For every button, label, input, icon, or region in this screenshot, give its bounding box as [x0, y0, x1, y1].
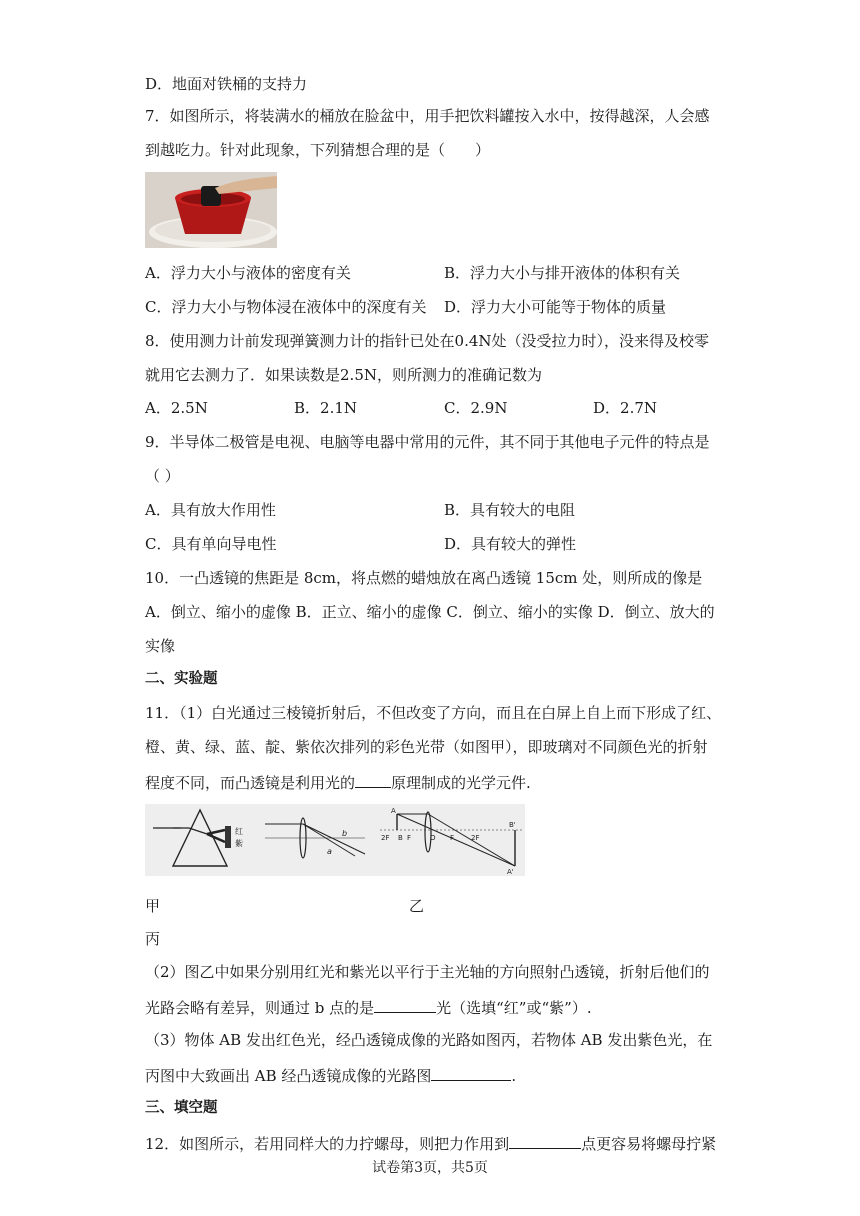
label-B-left: B [398, 834, 403, 842]
q11-part3-line1: （3）物体 AB 发出红色光，经凸透镜成像的光路如图丙，若物体 AB 发出紫色光，在 [145, 1031, 713, 1049]
q7-option-a: A．浮力大小与液体的密度有关 [145, 264, 351, 282]
q9-option-b: B．具有较大的电阻 [444, 501, 576, 519]
q9-option-c: C．具有单向导电性 [145, 535, 277, 553]
q7-stem-line2: 到越吃力。针对此现象，下列猜想合理的是（ ） [145, 141, 491, 159]
screen-label-purple: 紫 [235, 839, 243, 848]
q11-part1-line2: 橙、黄、绿、蓝、靛、紫依次排列的彩色光带（如图甲），即玻璃对不同颜色光的折射 [145, 738, 708, 756]
answer-blank-q11-1[interactable] [355, 771, 391, 788]
q10-options: A．倒立、缩小的虚像 B．正立、缩小的虚像 C．倒立、缩小的实像 D．倒立、放大的 [145, 603, 715, 621]
q12-stem-end: 点更容易将螺母拧紧 [581, 1135, 717, 1153]
q8-stem-line2: 就用它去测力了．如果读数是2.5N，则所测力的准确记数为 [145, 366, 542, 384]
q11-part3-line2 [145, 1064, 516, 1086]
answer-blank-q12[interactable] [509, 1132, 581, 1149]
q11-part1-line3-start: 程度不同，而凸透镜是利用光的 [145, 774, 356, 792]
q12-stem [145, 1132, 716, 1154]
q11-part3-line2-end: . [511, 1067, 517, 1085]
q8-option-d: D．2.7N [593, 399, 658, 417]
q11-part1-line3 [145, 771, 531, 793]
screen-label-red: 红 [235, 827, 243, 836]
fig-label-yi: 乙 [409, 897, 425, 915]
q12-stem-start: 12．如图所示，若用同样大的力拧螺母，则把力作用到 [145, 1135, 510, 1153]
section-heading-fill-in: 三、填空题 [145, 1100, 218, 1116]
fig-label-bing: 丙 [145, 930, 161, 948]
q11-part3-line2-start: 丙图中大致画出 AB 经凸透镜成像的光路图 [145, 1067, 432, 1085]
q7-stem-line1: 7．如图所示，将装满水的桶放在脸盆中，用手把饮料罐按入水中，按得越深，人会感 [145, 107, 710, 125]
q9-option-a: A．具有放大作用性 [145, 501, 276, 519]
q8-option-a: A．2.5N [145, 399, 208, 417]
label-B-image: B' [509, 821, 516, 829]
label-A-image: A' [507, 868, 514, 876]
q11-part2-line2 [145, 996, 592, 1018]
q8-option-c: C．2.9N [444, 399, 508, 417]
q11-part1-line1: 11．（1）白光通过三棱镜折射后，不但改变了方向，而且在白屏上自上而下形成了红、 [145, 704, 722, 722]
q11-part2-line2-end: 光（选填“红”或“紫”）. [436, 999, 592, 1017]
q8-option-b: B．2.1N [294, 399, 358, 417]
point-a-label: a [327, 847, 332, 856]
q9-stem-line2: （ ） [145, 467, 180, 485]
label-F-left: F [407, 834, 412, 842]
answer-blank-q11-3[interactable] [431, 1064, 511, 1081]
q9-stem-line1: 9．半导体二极管是电视、电脑等电器中常用的元件，其不同于其他电子元件的特点是 [145, 433, 710, 451]
q7-option-b: B．浮力大小与排开液体的体积有关 [444, 264, 681, 282]
q10-stem: 10．一凸透镜的焦距是 8cm，将点燃的蜡烛放在离凸透镜 15cm 处，则所成的像是 [145, 569, 703, 587]
q10-options-cont: 实像 [145, 637, 176, 655]
label-O: O [430, 834, 436, 842]
label-2F-left: 2F [381, 834, 390, 842]
point-b-label: b [342, 829, 348, 838]
q7-option-d: D．浮力大小可能等于物体的质量 [444, 298, 667, 316]
q6-option-d: D．地面对铁桶的支持力 [145, 75, 308, 93]
q11-part2-line2-start: 光路会略有差异，则通过 b 点的是 [145, 999, 375, 1017]
label-A: A [391, 807, 396, 815]
q9-option-d: D．具有较大的弹性 [444, 535, 577, 553]
q7-option-c: C．浮力大小与物体浸在液体中的深度有关 [145, 298, 427, 316]
label-2F-right: 2F [471, 834, 480, 842]
page-footer: 试卷第3页，共5页 [372, 1160, 488, 1176]
q8-stem-line1: 8．使用测力计前发现弹簧测力计的指针已处在0.4N处（没受拉力时），没来得及校零 [145, 332, 710, 350]
q11-part1-line3-end: 原理制成的光学元件. [391, 774, 531, 792]
q11-part2-line1: （2）图乙中如果分别用红光和紫光以平行于主光轴的方向照射凸透镜，折射后他们的 [145, 963, 710, 981]
q7-photo-bucket-in-basin [145, 172, 277, 248]
answer-blank-q11-2[interactable] [374, 996, 436, 1013]
label-F-right: F [450, 834, 455, 842]
section-heading-experiment: 二、实验题 [145, 671, 218, 687]
q11-optics-diagrams [145, 804, 525, 876]
fig-label-jia: 甲 [145, 897, 161, 915]
